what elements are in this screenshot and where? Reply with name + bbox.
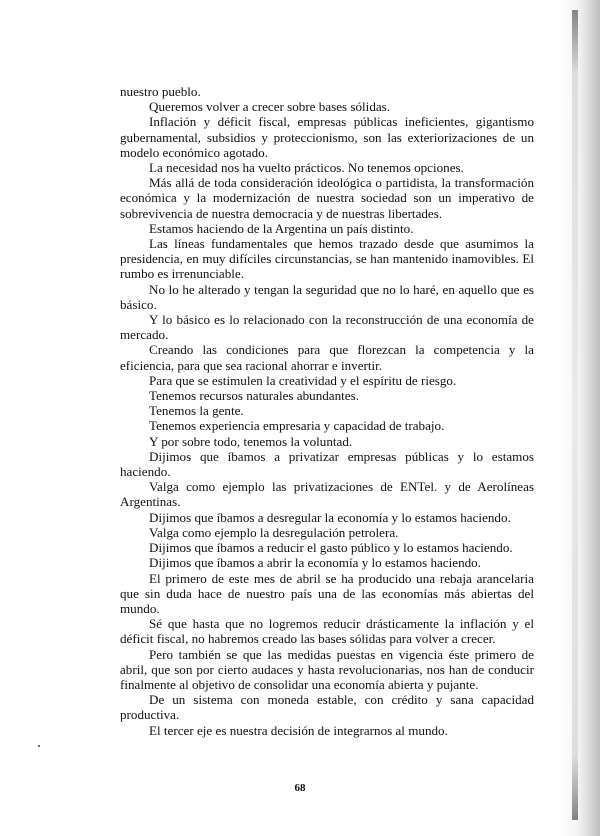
paragraph: Para que se estimulen la creatividad y el espíritu de riesgo. <box>149 372 457 388</box>
page-binding-edge <box>572 10 578 820</box>
paragraph: Dijimos que íbamos a abrir la economía y lo estamos haciendo. <box>149 555 481 571</box>
paragraph: Dijimos que íbamos a desregular la economía y lo estamos haciendo. <box>149 509 511 525</box>
paragraph: Dijimos que íbamos a privatizar empresas públicas y lo estamos haciendo. <box>120 448 534 480</box>
paragraph: Valga como ejemplo las privatizaciones de ENTel. y de Aerolíneas Argentinas. <box>120 479 534 510</box>
page-number: 68 <box>294 782 306 794</box>
paragraph: Queremos volver a crecer sobre bases sólidas. <box>149 99 391 115</box>
paragraph: Más allá de toda consideración ideológica o partidista, la transformación económica y la modernización de nuestra sociedad son un imperativo de sobrevivencia de nuestra democracia y de nuestras libertades. <box>120 175 534 221</box>
paragraph: Tenemos la gente. <box>149 403 244 419</box>
page-edge-shadow <box>560 0 600 836</box>
paragraph: Y lo básico es lo relacionado con la reconstrucción de una economía de mercado. <box>120 312 534 343</box>
paragraph: El tercer eje es nuestra decisión de integrarnos al mundo. <box>149 722 448 738</box>
paragraph: nuestro pueblo. <box>120 84 201 99</box>
paragraph: Dijimos que íbamos a reducir el gasto público y lo estamos haciendo. <box>149 540 513 556</box>
paragraph: Sé que hasta que no logremos reducir drásticamente la inflación y el déficit fiscal, no habremos creado las bases sólidas para volver a crecer. <box>120 616 534 647</box>
scan-speck <box>38 745 40 747</box>
paragraph: Tenemos experiencia empresaria y capacidad de trabajo. <box>149 418 445 434</box>
paragraph: Y por sobre todo, tenemos la voluntad. <box>149 433 353 449</box>
paragraph: Pero también se que las medidas puestas en vigencia éste primero de abril, que son por cierto audaces y hasta revolucionarias, nos han de conducir finalmente al objetivo de consolidar una economía abierta y pujante. <box>120 646 534 692</box>
paragraph: No lo he alterado y tengan la seguridad que no lo haré, en aquello que es básico. <box>120 281 534 312</box>
paragraph: Tenemos recursos naturales abundantes. <box>149 388 359 404</box>
paragraph: Creando las condiciones para que florezcan la competencia y la eficiencia, para que sea racional ahorrar e invertir. <box>120 342 534 373</box>
paragraph: Estamos haciendo de la Argentina un país distinto. <box>149 220 414 236</box>
paragraph: El primero de este mes de abril se ha producido una rebaja arancelaria que sin duda hace de nuestro país una de las economías más abiertas del mundo. <box>120 570 534 616</box>
paragraph: De un sistema con moneda estable, con crédito y sana capacidad productiva. <box>120 692 534 723</box>
paragraph: La necesidad nos ha vuelto prácticos. No tenemos opciones. <box>149 160 464 176</box>
paragraph: Valga como ejemplo la desregulación petrolera. <box>149 524 399 540</box>
paragraph: Inflación y déficit fiscal, empresas públicas ineficientes, gigantismo gubernamental, subsidios y proteccionismo, son las exteriorizaciones de un modelo económico agotado. <box>120 114 534 160</box>
paragraph: Las líneas fundamentales que hemos trazado desde que asumimos la presidencia, en muy difíciles circunstancias, se han mantenido inamovibles. El rumbo es irrenunciable. <box>120 236 534 282</box>
body-text <box>120 84 534 738</box>
